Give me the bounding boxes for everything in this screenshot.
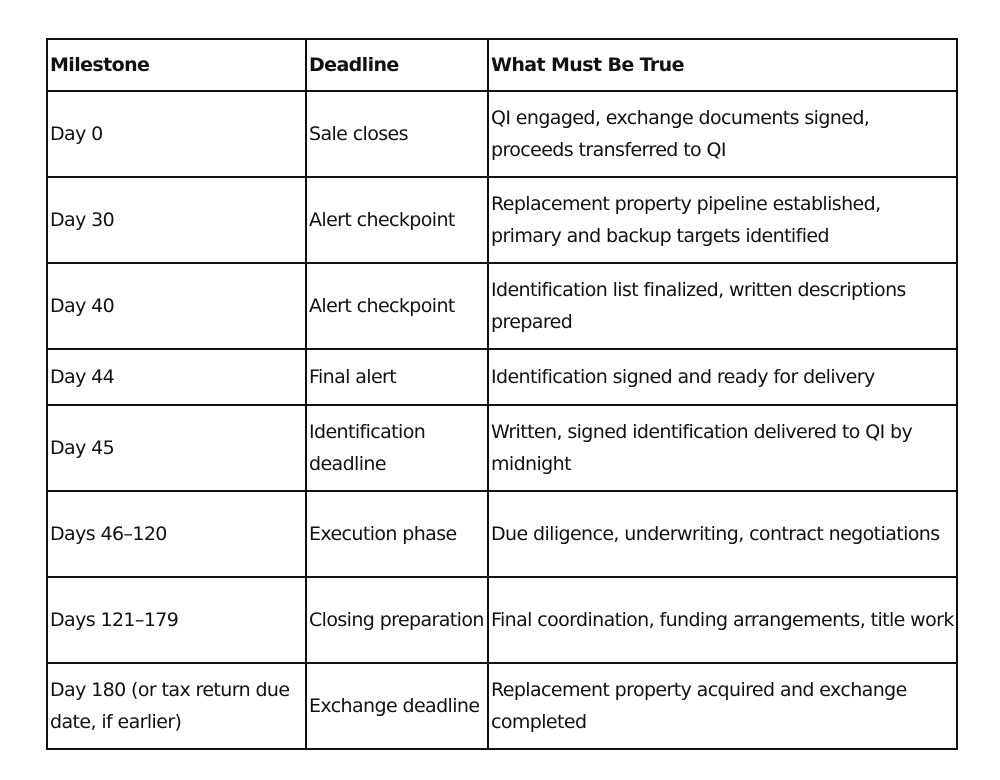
- requirement-cell: QI engaged, exchange documents signed, proceeds transferred to QI: [488, 91, 957, 177]
- deadline-cell: Sale closes: [306, 91, 488, 177]
- requirement-cell: Written, signed identification delivered to QI by midnight: [488, 405, 957, 491]
- table-row: [47, 263, 957, 349]
- milestone-cell: Day 30: [47, 177, 306, 263]
- table-row: [47, 349, 957, 405]
- table-header-row: [47, 39, 957, 91]
- deadline-cell: Execution phase: [306, 491, 488, 577]
- table-row: [47, 405, 957, 491]
- milestone-cell: Day 0: [47, 91, 306, 177]
- header-deadline: Deadline: [306, 39, 488, 91]
- milestone-cell: Day 45: [47, 405, 306, 491]
- table-row: [47, 91, 957, 177]
- header-what-must-be-true: What Must Be True: [488, 39, 957, 91]
- deadline-cell: Alert checkpoint: [306, 263, 488, 349]
- milestone-table: [46, 38, 958, 750]
- requirement-cell: Final coordination, funding arrangements, title work: [488, 577, 957, 663]
- table-row: [47, 177, 957, 263]
- deadline-cell: Identification deadline: [306, 405, 488, 491]
- deadline-cell: Alert checkpoint: [306, 177, 488, 263]
- milestone-cell: Day 44: [47, 349, 306, 405]
- requirement-cell: Replacement property pipeline established, primary and backup targets identified: [488, 177, 957, 263]
- deadline-cell: Closing preparation: [306, 577, 488, 663]
- table-row: [47, 577, 957, 663]
- milestone-cell: Days 46–120: [47, 491, 306, 577]
- requirement-cell: Replacement property acquired and exchange completed: [488, 663, 957, 749]
- milestone-cell: Day 180 (or tax return due date, if earlier): [47, 663, 306, 749]
- requirement-cell: Identification list finalized, written descriptions prepared: [488, 263, 957, 349]
- deadline-cell: Final alert: [306, 349, 488, 405]
- requirement-cell: Due diligence, underwriting, contract negotiations: [488, 491, 957, 577]
- table-row: [47, 491, 957, 577]
- header-milestone: Milestone: [47, 39, 306, 91]
- milestone-cell: Days 121–179: [47, 577, 306, 663]
- table-row: [47, 663, 957, 749]
- deadline-cell: Exchange deadline: [306, 663, 488, 749]
- milestone-cell: Day 40: [47, 263, 306, 349]
- requirement-cell: Identification signed and ready for delivery: [488, 349, 957, 405]
